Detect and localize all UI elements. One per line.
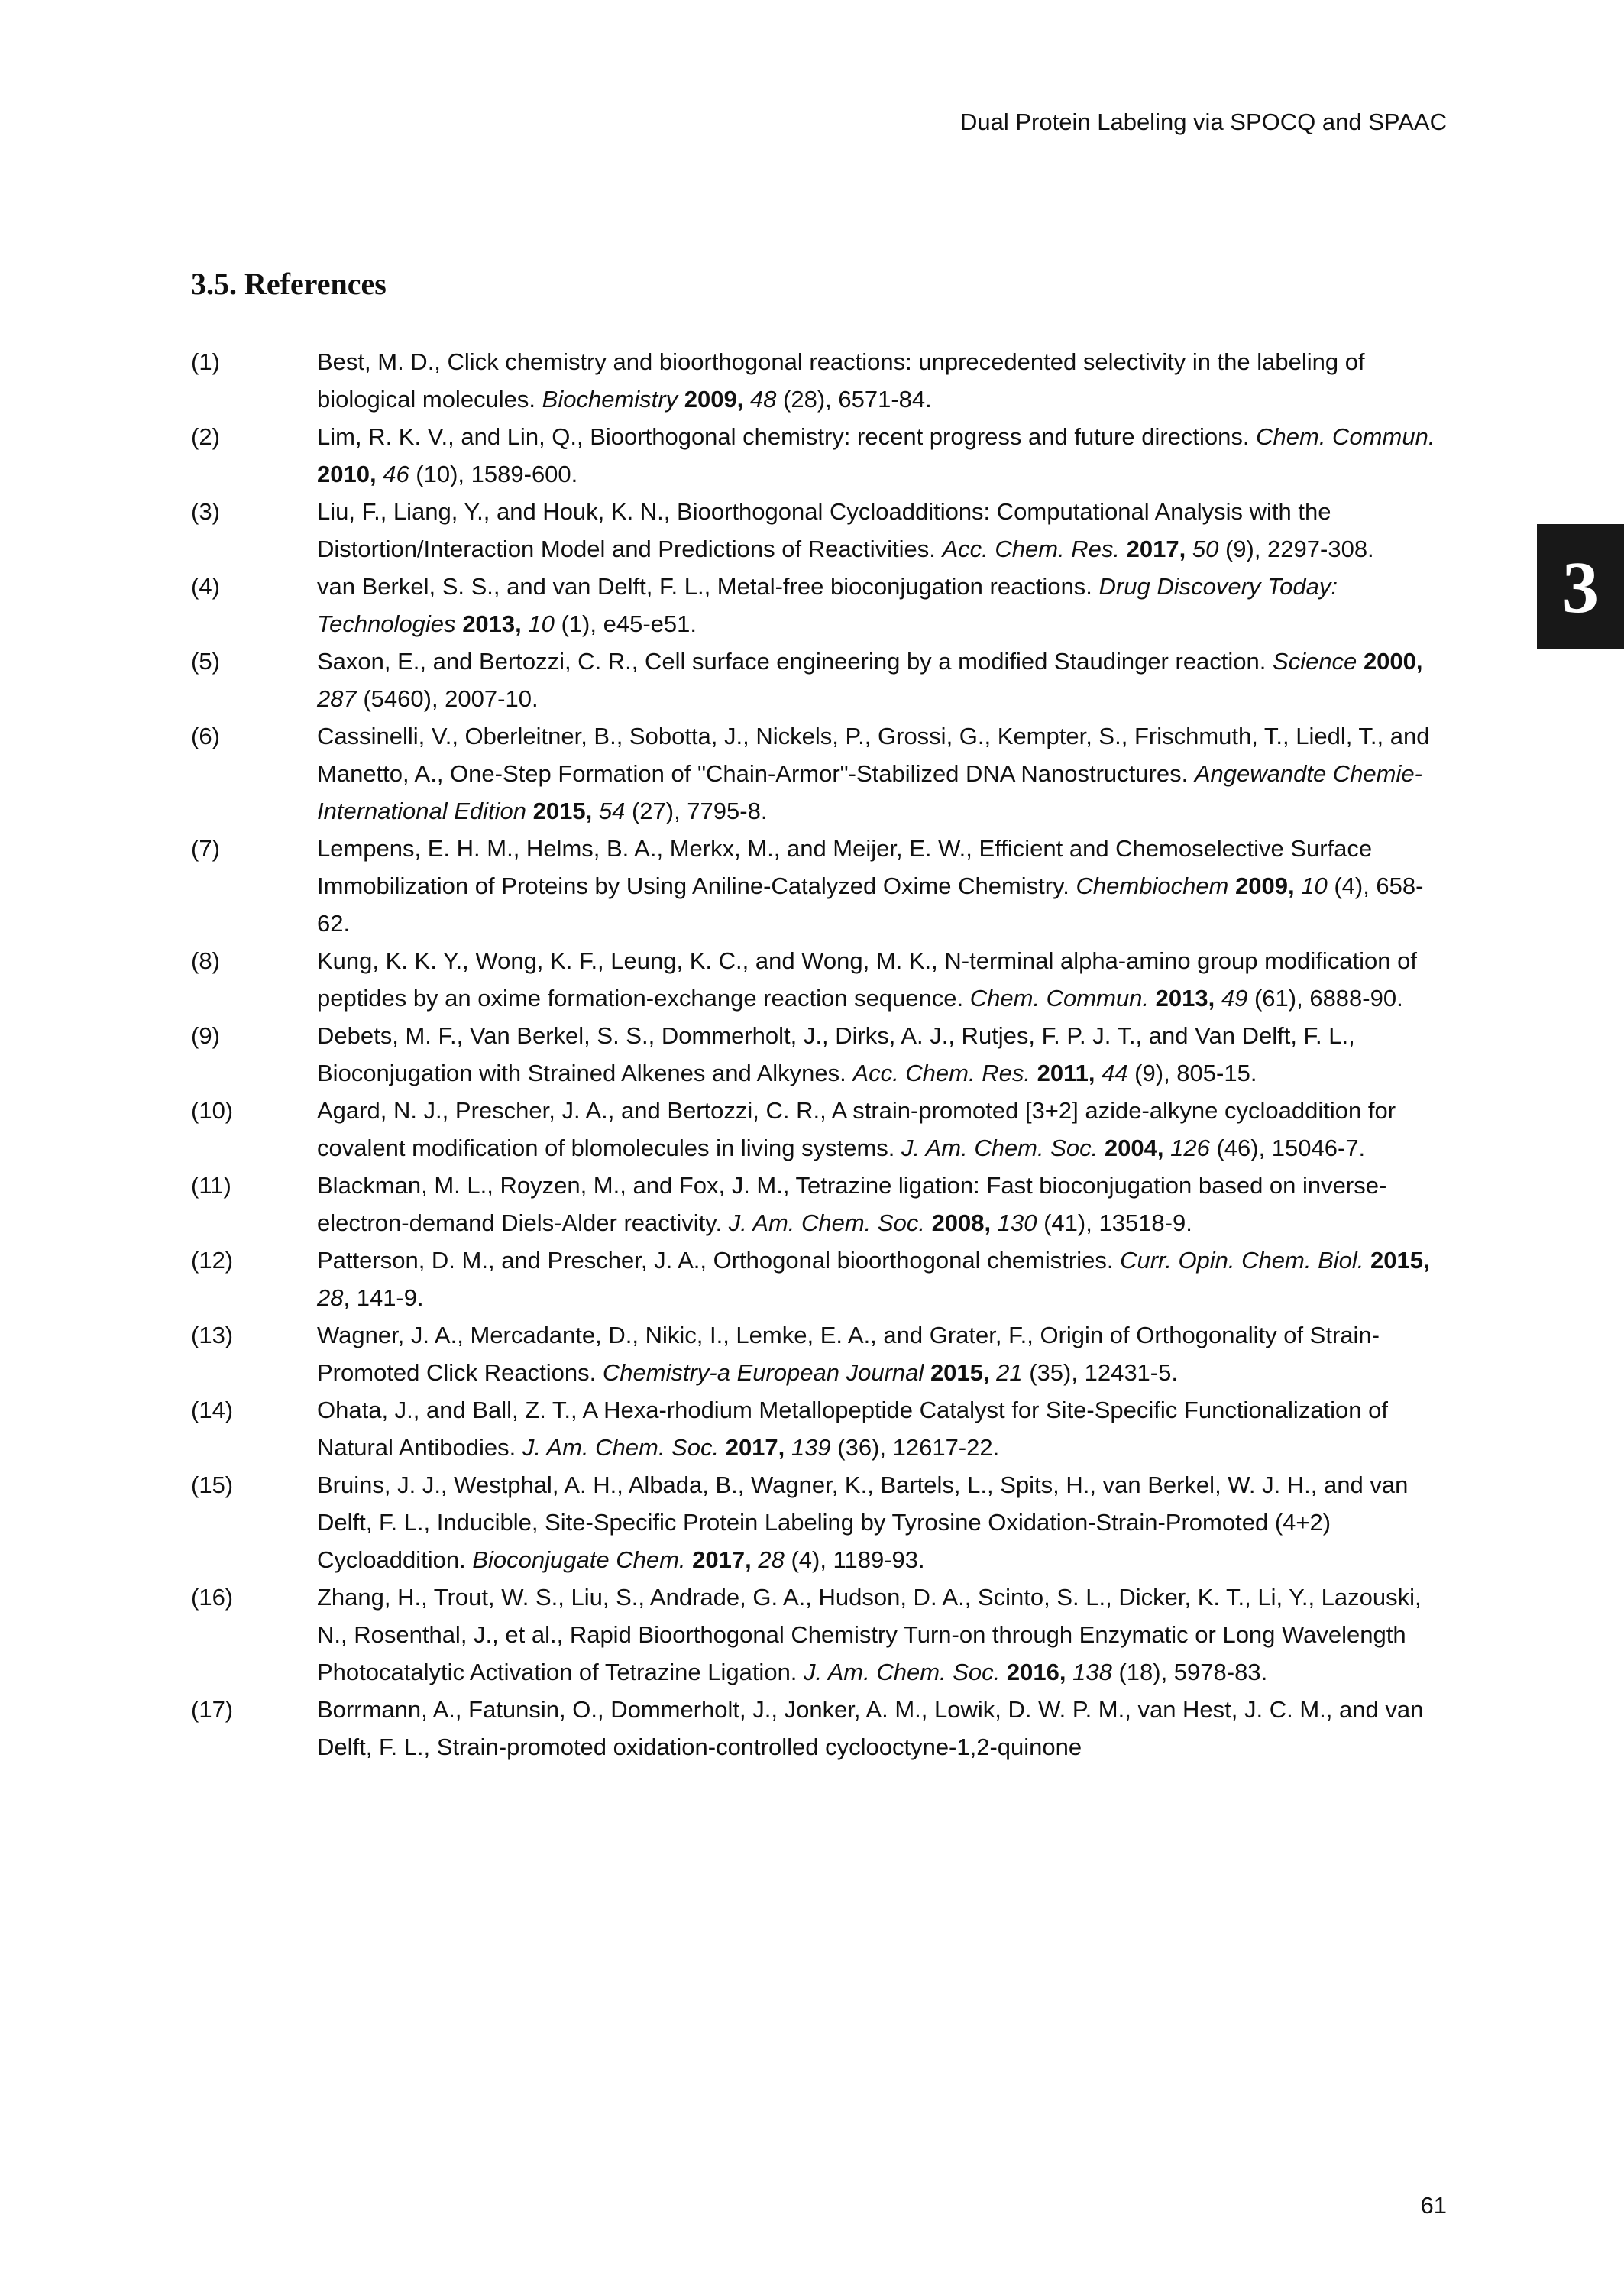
reference-text: Wagner, J. A., Mercadante, D., Nikic, I., Lemke, E. A., and Grater, F., Origin of Orthogonality of Strain-Promoted Click Reactions. Chemistry-a European Journal 2015, 21 (35), 12431-5. <box>317 1322 1380 1386</box>
reference-text: Zhang, H., Trout, W. S., Liu, S., Andrade, G. A., Hudson, D. A., Scinto, S. L., Dicker, K. T., Li, Y., Lazouski, N., Rosenthal, J., et al., Rapid Bioorthogonal Chemistry Turn-on through Enzymatic or Long Wavelength Photocatalytic Activation of Tetrazine Ligation. J. Am. Chem. Soc. 2016, 138 (18), 5978-83. <box>317 1584 1422 1685</box>
reference-item <box>191 1391 1450 1466</box>
reference-item <box>191 643 1450 717</box>
reference-item <box>191 942 1450 1017</box>
reference-number: (15) <box>191 1471 234 1498</box>
reference-number: (5) <box>191 648 220 675</box>
reference-number: (8) <box>191 947 220 974</box>
reference-text: Best, M. D., Click chemistry and bioorthogonal reactions: unprecedented selectivity in the labeling of biological molecules. Biochemistry 2009, 48 (28), 6571-84. <box>317 348 1365 413</box>
reference-item <box>191 1466 1450 1578</box>
reference-text: Agard, N. J., Prescher, J. A., and Bertozzi, C. R., A strain-promoted [3+2] azide-alkyne cycloaddition for covalent modification of blomolecules in living systems. J. Am. Chem. Soc. 2004, 126 (46), 15046-7. <box>317 1097 1396 1161</box>
references-list <box>191 343 1450 1766</box>
reference-item <box>191 717 1450 830</box>
chapter-tab: 3 <box>1537 524 1624 649</box>
reference-item <box>191 1578 1450 1691</box>
reference-item <box>191 1167 1450 1242</box>
reference-number: (4) <box>191 573 220 600</box>
reference-item <box>191 1316 1450 1391</box>
reference-number: (14) <box>191 1397 234 1423</box>
reference-text: Ohata, J., and Ball, Z. T., A Hexa-rhodium Metallopeptide Catalyst for Site-Specific Functionalization of Natural Antibodies. J. Am. Chem. Soc. 2017, 139 (36), 12617-22. <box>317 1397 1389 1461</box>
section-title: 3.5. References <box>191 267 387 301</box>
reference-text: Cassinelli, V., Oberleitner, B., Sobotta, J., Nickels, P., Grossi, G., Kempter, S., Frischmuth, T., Liedl, T., and Manetto, A., One-Step Formation of "Chain-Armor"-Stabilized DNA Nanostructures. Angewandte Chemie-International Edition 2015, 54 (27), 7795-8. <box>317 723 1430 824</box>
reference-text: Liu, F., Liang, Y., and Houk, K. N., Bioorthogonal Cycloadditions: Computational Analysis with the Distortion/Interaction Model and Predictions of Reactivities. Acc. Chem. Res. 2017, 50 (9), 2297-308. <box>317 498 1374 562</box>
reference-item <box>191 1242 1450 1316</box>
page-number: 61 <box>1420 2192 1447 2219</box>
reference-item <box>191 830 1450 942</box>
reference-number: (12) <box>191 1247 234 1274</box>
reference-item <box>191 1092 1450 1167</box>
reference-text: Kung, K. K. Y., Wong, K. F., Leung, K. C., and Wong, M. K., N-terminal alpha-amino group modification of peptides by an oxime formation-exchange reaction sequence. Chem. Commun. 2013, 49 (61), 6888-90. <box>317 947 1417 1012</box>
running-header: Dual Protein Labeling via SPOCQ and SPAAC <box>960 108 1447 135</box>
reference-number: (7) <box>191 835 220 862</box>
reference-text: van Berkel, S. S., and van Delft, F. L., Metal-free bioconjugation reactions. Drug Discovery Today: Technologies 2013, 10 (1), e45-e51. <box>317 573 1338 637</box>
reference-item <box>191 1017 1450 1092</box>
reference-number: (11) <box>191 1172 231 1199</box>
page-content <box>191 266 1450 1766</box>
reference-item <box>191 343 1450 418</box>
reference-number: (2) <box>191 423 220 450</box>
reference-item <box>191 493 1450 568</box>
reference-text: Saxon, E., and Bertozzi, C. R., Cell surface engineering by a modified Staudinger reaction. Science 2000, 287 (5460), 2007-10. <box>317 648 1423 712</box>
reference-number: (1) <box>191 348 220 375</box>
reference-text: Lempens, E. H. M., Helms, B. A., Merkx, M., and Meijer, E. W., Efficient and Chemoselective Surface Immobilization of Proteins by Using Aniline-Catalyzed Oxime Chemistry. Chembiochem 2009, 10 (4), 658-62. <box>317 835 1424 937</box>
reference-text: Blackman, M. L., Royzen, M., and Fox, J. M., Tetrazine ligation: Fast bioconjugation based on inverse-electron-demand Diels-Alder reactivity. J. Am. Chem. Soc. 2008, 130 (41), 13518-9. <box>317 1172 1387 1236</box>
reference-text: Debets, M. F., Van Berkel, S. S., Dommerholt, J., Dirks, A. J., Rutjes, F. P. J. T., and Van Delft, F. L., Bioconjugation with Strained Alkenes and Alkynes. Acc. Chem. Res. 2011, 44 (9), 805-15. <box>317 1022 1355 1086</box>
reference-number: (16) <box>191 1584 234 1611</box>
reference-number: (17) <box>191 1696 234 1723</box>
reference-text: Bruins, J. J., Westphal, A. H., Albada, B., Wagner, K., Bartels, L., Spits, H., van Berkel, W. J. H., and van Delft, F. L., Inducible, Site-Specific Protein Labeling by Tyrosine Oxidation-Strain-Promoted (4+2) Cycloaddition. Bioconjugate Chem. 2017, 28 (4), 1189-93. <box>317 1471 1409 1573</box>
reference-text: Lim, R. K. V., and Lin, Q., Bioorthogonal chemistry: recent progress and future directions. Chem. Commun. 2010, 46 (10), 1589-600. <box>317 423 1435 487</box>
reference-number: (3) <box>191 498 220 525</box>
reference-item <box>191 1691 1450 1766</box>
reference-item <box>191 568 1450 643</box>
reference-number: (13) <box>191 1322 234 1348</box>
reference-text: Borrmann, A., Fatunsin, O., Dommerholt, J., Jonker, A. M., Lowik, D. W. P. M., van Hest, J. C. M., and van Delft, F. L., Strain-promoted oxidation-controlled cyclooctyne-1,2-quinone <box>317 1696 1424 1760</box>
reference-number: (9) <box>191 1022 220 1049</box>
reference-number: (10) <box>191 1097 234 1124</box>
reference-item <box>191 418 1450 493</box>
reference-text: Patterson, D. M., and Prescher, J. A., Orthogonal bioorthogonal chemistries. Curr. Opin. Chem. Biol. 2015, 28, 141-9. <box>317 1247 1430 1311</box>
reference-number: (6) <box>191 723 220 749</box>
